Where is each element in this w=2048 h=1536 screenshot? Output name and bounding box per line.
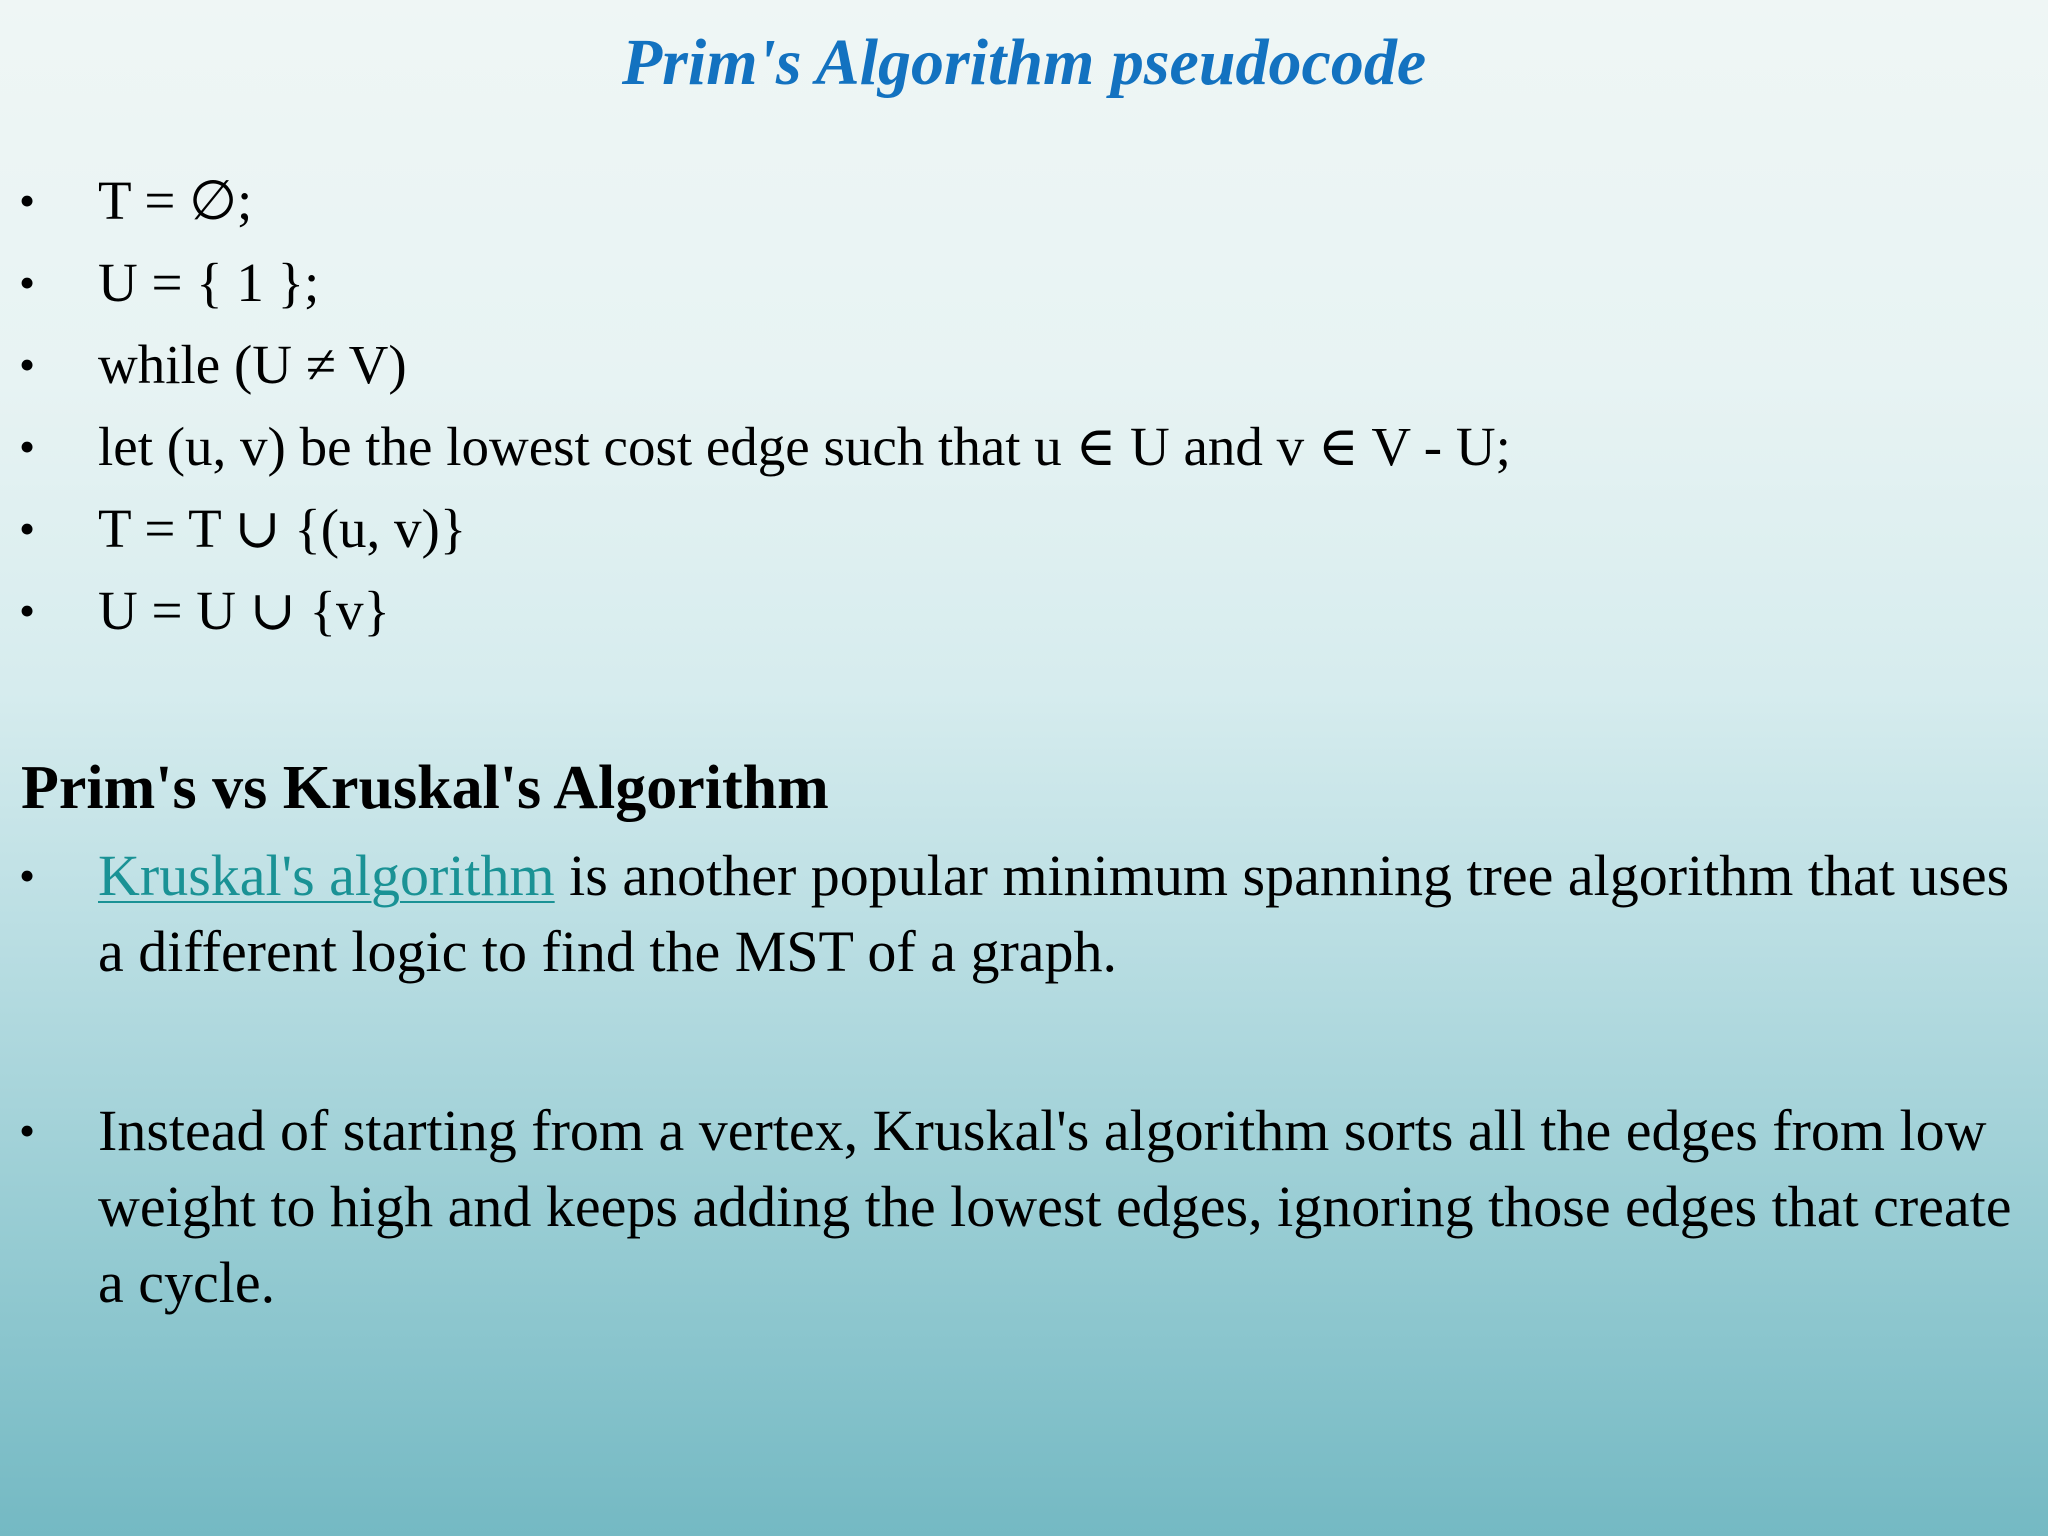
bullet: •	[19, 421, 36, 472]
pseudocode-line-text: let (u, v) be the lowest cost edge such that u ∈ U and v ∈ V - U;	[98, 416, 1511, 477]
pseudocode-line-text: U = U ∪ {v}	[98, 580, 390, 641]
comparison-point-text: Instead of starting from a vertex, Kruskal's algorithm sorts all the edges from low weight to high and keeps adding the lowest edges, ignoring those edges that create a cycle.	[98, 1098, 2012, 1315]
bullet: •	[19, 850, 36, 901]
pseudocode-line-text: T = T ∪ {(u, v)}	[98, 498, 467, 559]
section-heading: Prim's vs Kruskal's Algorithm	[21, 754, 829, 822]
pseudocode-line-text: while (U ≠ V)	[98, 334, 407, 395]
kruskal-algorithm-link[interactable]: Kruskal's algorithm	[98, 843, 555, 908]
bullet: •	[19, 257, 36, 308]
pseudocode-line-text: T = ∅;	[98, 170, 253, 231]
bullet: •	[19, 503, 36, 554]
bullet: •	[19, 175, 36, 226]
bullet: •	[19, 339, 36, 390]
comparison-point-rest: is another popular minimum spanning tree algorithm that uses a different logic to find the MST of a graph.	[98, 843, 2010, 984]
bullet: •	[19, 585, 36, 636]
slide-title: Prim's Algorithm pseudocode	[621, 26, 1427, 99]
comparison-point-text	[98, 838, 2018, 990]
bullet: •	[19, 1105, 36, 1156]
pseudocode-line-text: U = { 1 };	[98, 252, 320, 313]
